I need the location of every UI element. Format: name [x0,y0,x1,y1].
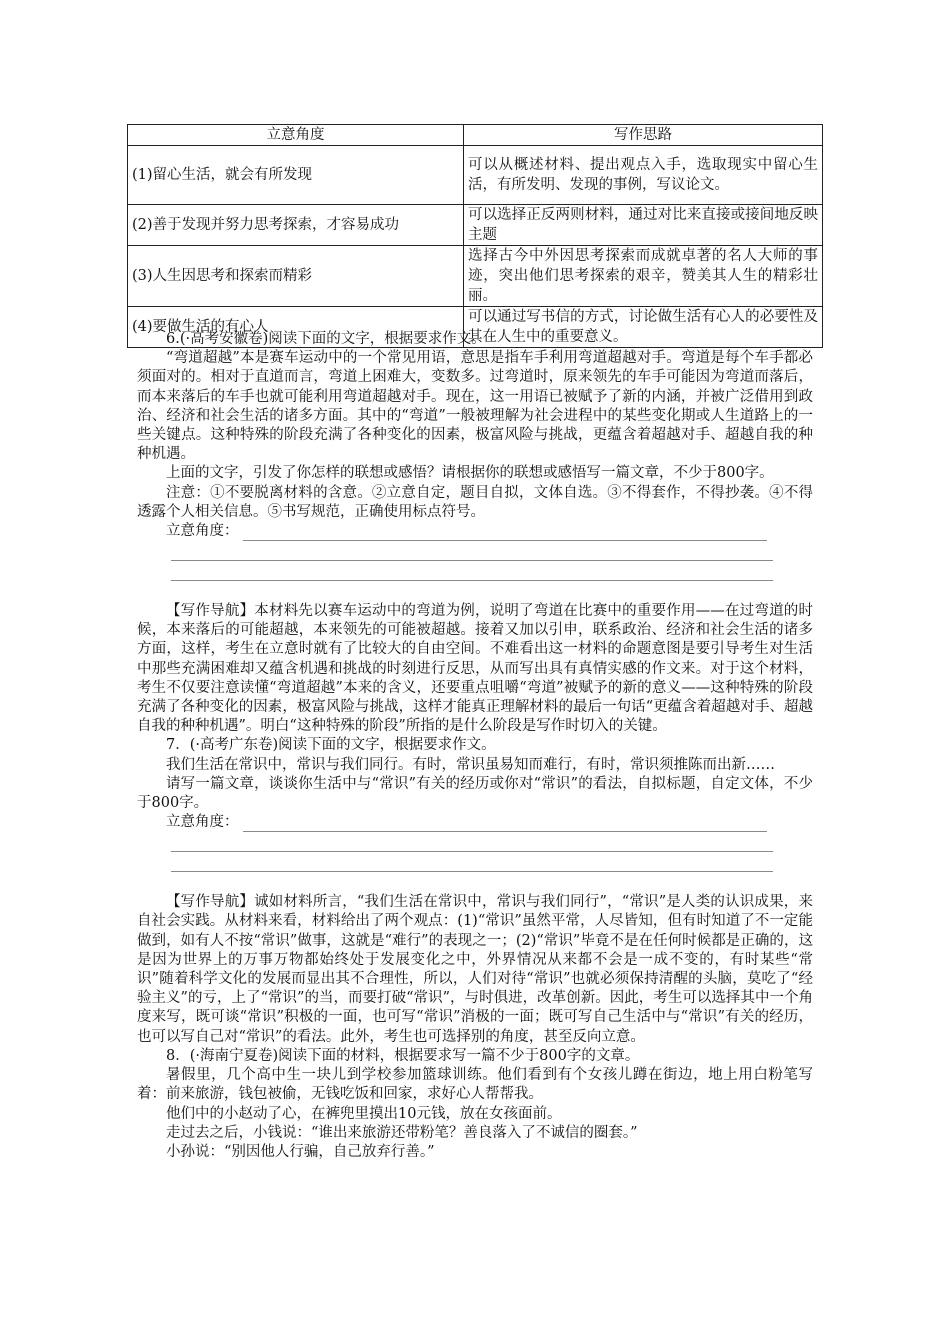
q7-answer-line[interactable] [243,816,767,832]
table-cell-idea: 可以选择正反两则材料，通过对比来直接或接间地反映主题 [464,205,823,246]
q7-prompt: 请写一篇文章，谈谈你生活中与“常识”有关的经历或你对“常识”的看法，自拟标题，自定文体，不少于800字。 [137,775,813,812]
q7-answer-line[interactable] [171,852,773,872]
q6-answer-line[interactable] [171,561,773,581]
q6-material: “弯道超越”本是赛车运动中的一个常见用语，意思是指车手利用弯道超越对手。弯道是每个车手都必须面对的。相对于直道而言，弯道上困难大，变数多。过弯道时，原来领先的车手可能因为弯道而落后，而本来落后的车手也就可能利用弯道超越对手。现在，这一用语已被赋予了新的内涵，并被广泛借用到政治、经济和社会生活的诸多方面。其中的“弯道”一般被理解为社会进程中的某些变化期或人生道路上的一些关键点。这种特殊的阶段充满了各种变化的因素，极富风险与挑战，更蕴含着超越对手、超越自我的种种机遇。 [137,350,813,463]
q7-answer-line[interactable] [171,832,773,852]
q8-material-2: 他们中的小赵动了心，在裤兜里摸出10元钱，放在女孩面前。 [166,1105,562,1122]
angle-table [127,124,823,348]
table-header-idea: 写作思路 [464,125,823,146]
q6-writing-guide: 【写作导航】本材料先以赛车运动中的弯道为例，说明了弯道在比赛中的重要作用——在过弯道的时候，本来落后的可能超越，本来领先的可能被超越。接着又加以引申，联系政治、经济和社会生活的诸多方面，这样，考生在立意时就有了比较大的自由空间。不难看出这一材料的命题意图是要引导考生对生活中那些充满困难却又蕴含机遇和挑战的时刻进行反思，从而写出具有真情实感的作文来。对于这个材料，考生不仅要注意读懂“弯道超越”本来的含义，还要重点咀嚼“弯道”被赋予的新的意义——这种特殊的阶段充满了各种变化的因素，极富风险与挑战，这样才能真正理解材料的最后一句话“更蕴含着超越对手、超越自我的种种机遇”。明白“这种特殊的阶段”所指的是什么阶段是写作时切入的关键。 [137,603,813,735]
q7-heading: 7．(·高考广东卷)阅读下面的文字，根据要求作文。 [166,737,496,754]
table-cell-idea: 可以通过写书信的方式，讨论做生活有心人的必要性及其在人生中的重要意义。 [464,307,823,348]
table-cell-angle: (1)留心生活，就会有所发现 [128,146,464,205]
q6-notes: 注意：①不要脱离材料的含意。②立意自定，题目自拟，文体自选。③不得套作，不得抄袭。④不得透露个人相关信息。⑤书写规范，正确使用标点符号。 [137,484,813,520]
q7-angle-label: 立意角度： [166,814,239,831]
table-cell-angle: (2)善于发现并努力思考探索，才容易成功 [128,205,464,246]
table-cell-idea: 可以从概述材料、提出观点入手，选取现实中留心生活，有所发明、发现的事例，写议论文。 [464,146,823,205]
table-cell-idea: 选择古今中外因思考探索而成就卓著的名人大师的事迹，突出他们思考探索的艰辛，赞美其人生的精彩壮丽。 [464,246,823,307]
q7-angle-row [137,813,813,832]
q8-material-4: 小孙说：“别因他人行骗，自己放弃行善。” [166,1143,435,1160]
q8-heading: 8．(·海南宁夏卷)阅读下面的材料，根据要求写一篇不少于800字的文章。 [166,1047,640,1064]
q6-angle-label: 立意角度： [166,522,239,539]
q8-material: 暑假里，几个高中生一块儿到学校参加篮球训练。他们看到有个女孩儿蹲在街边，地上用白粉笔写着：前来旅游，钱包被偷，无钱吃饭和回家，求好心人帮帮我。 [137,1067,813,1103]
exercise-content [137,330,813,1162]
table-cell-angle: (3)人生因思考和探索而精彩 [128,246,464,307]
table-row [128,205,823,246]
table-row [128,246,823,307]
q6-prompt: 上面的文字，引发了你怎样的联想或感悟？请根据你的联想或感悟写一篇文章，不少于800字。 [166,465,774,482]
q6-heading: 6.(·高考安徽卷)阅读下面的文字，根据要求作文。 [166,331,486,347]
q7-writing-guide: 【写作导航】诚如材料所言，“我们生活在常识中，常识与我们同行”，“常识”是人类的认识成果，来自社会实践。从材料来看，材料给出了两个观点：(1)“常识”虽然平常，人尽皆知，但有时知道了不一定能做到，如有人不按“常识”做事，这就是“难行”的表现之一；(2)“常识”毕竟不是在任何时候都是正确的，这是因为世界上的万事万物都始终处于发展变化之中，外界情况从来都不会是一成不变的，有时某些“常识”随着科学文化的发展而显出其不合理性，所以，人们对待“常识”也就必须保持清醒的头脑，莫吃了“经验主义”的亏，上了“常识”的当，而要打破“常识”，与时俱进，改革创新。因此，考生可以选择其中一个角度来写，既可谈“常识”积极的一面，也可写“常识”消极的一面；既可写自己生活中与“常识”有关的经历，也可以写自己对“常识”的看法。此外，考生也可选择别的角度，甚至反向立意。 [137,894,813,1045]
q7-material: 我们生活在常识中，常识与我们同行。有时，常识虽易知而难行，有时，常识须推陈而出新…… [166,756,775,773]
table-cell-angle: (4)要做生活的有心人 [128,307,464,348]
table-header-angle: 立意角度 [128,125,464,146]
q8-material-3: 走过去之后，小钱说：“谁出来旅游还带粉笔？善良落入了不诚信的圈套。” [166,1124,638,1141]
q6-angle-row [137,522,813,541]
table-row [128,146,823,205]
q6-answer-line[interactable] [171,541,773,561]
q6-answer-line[interactable] [243,525,767,541]
